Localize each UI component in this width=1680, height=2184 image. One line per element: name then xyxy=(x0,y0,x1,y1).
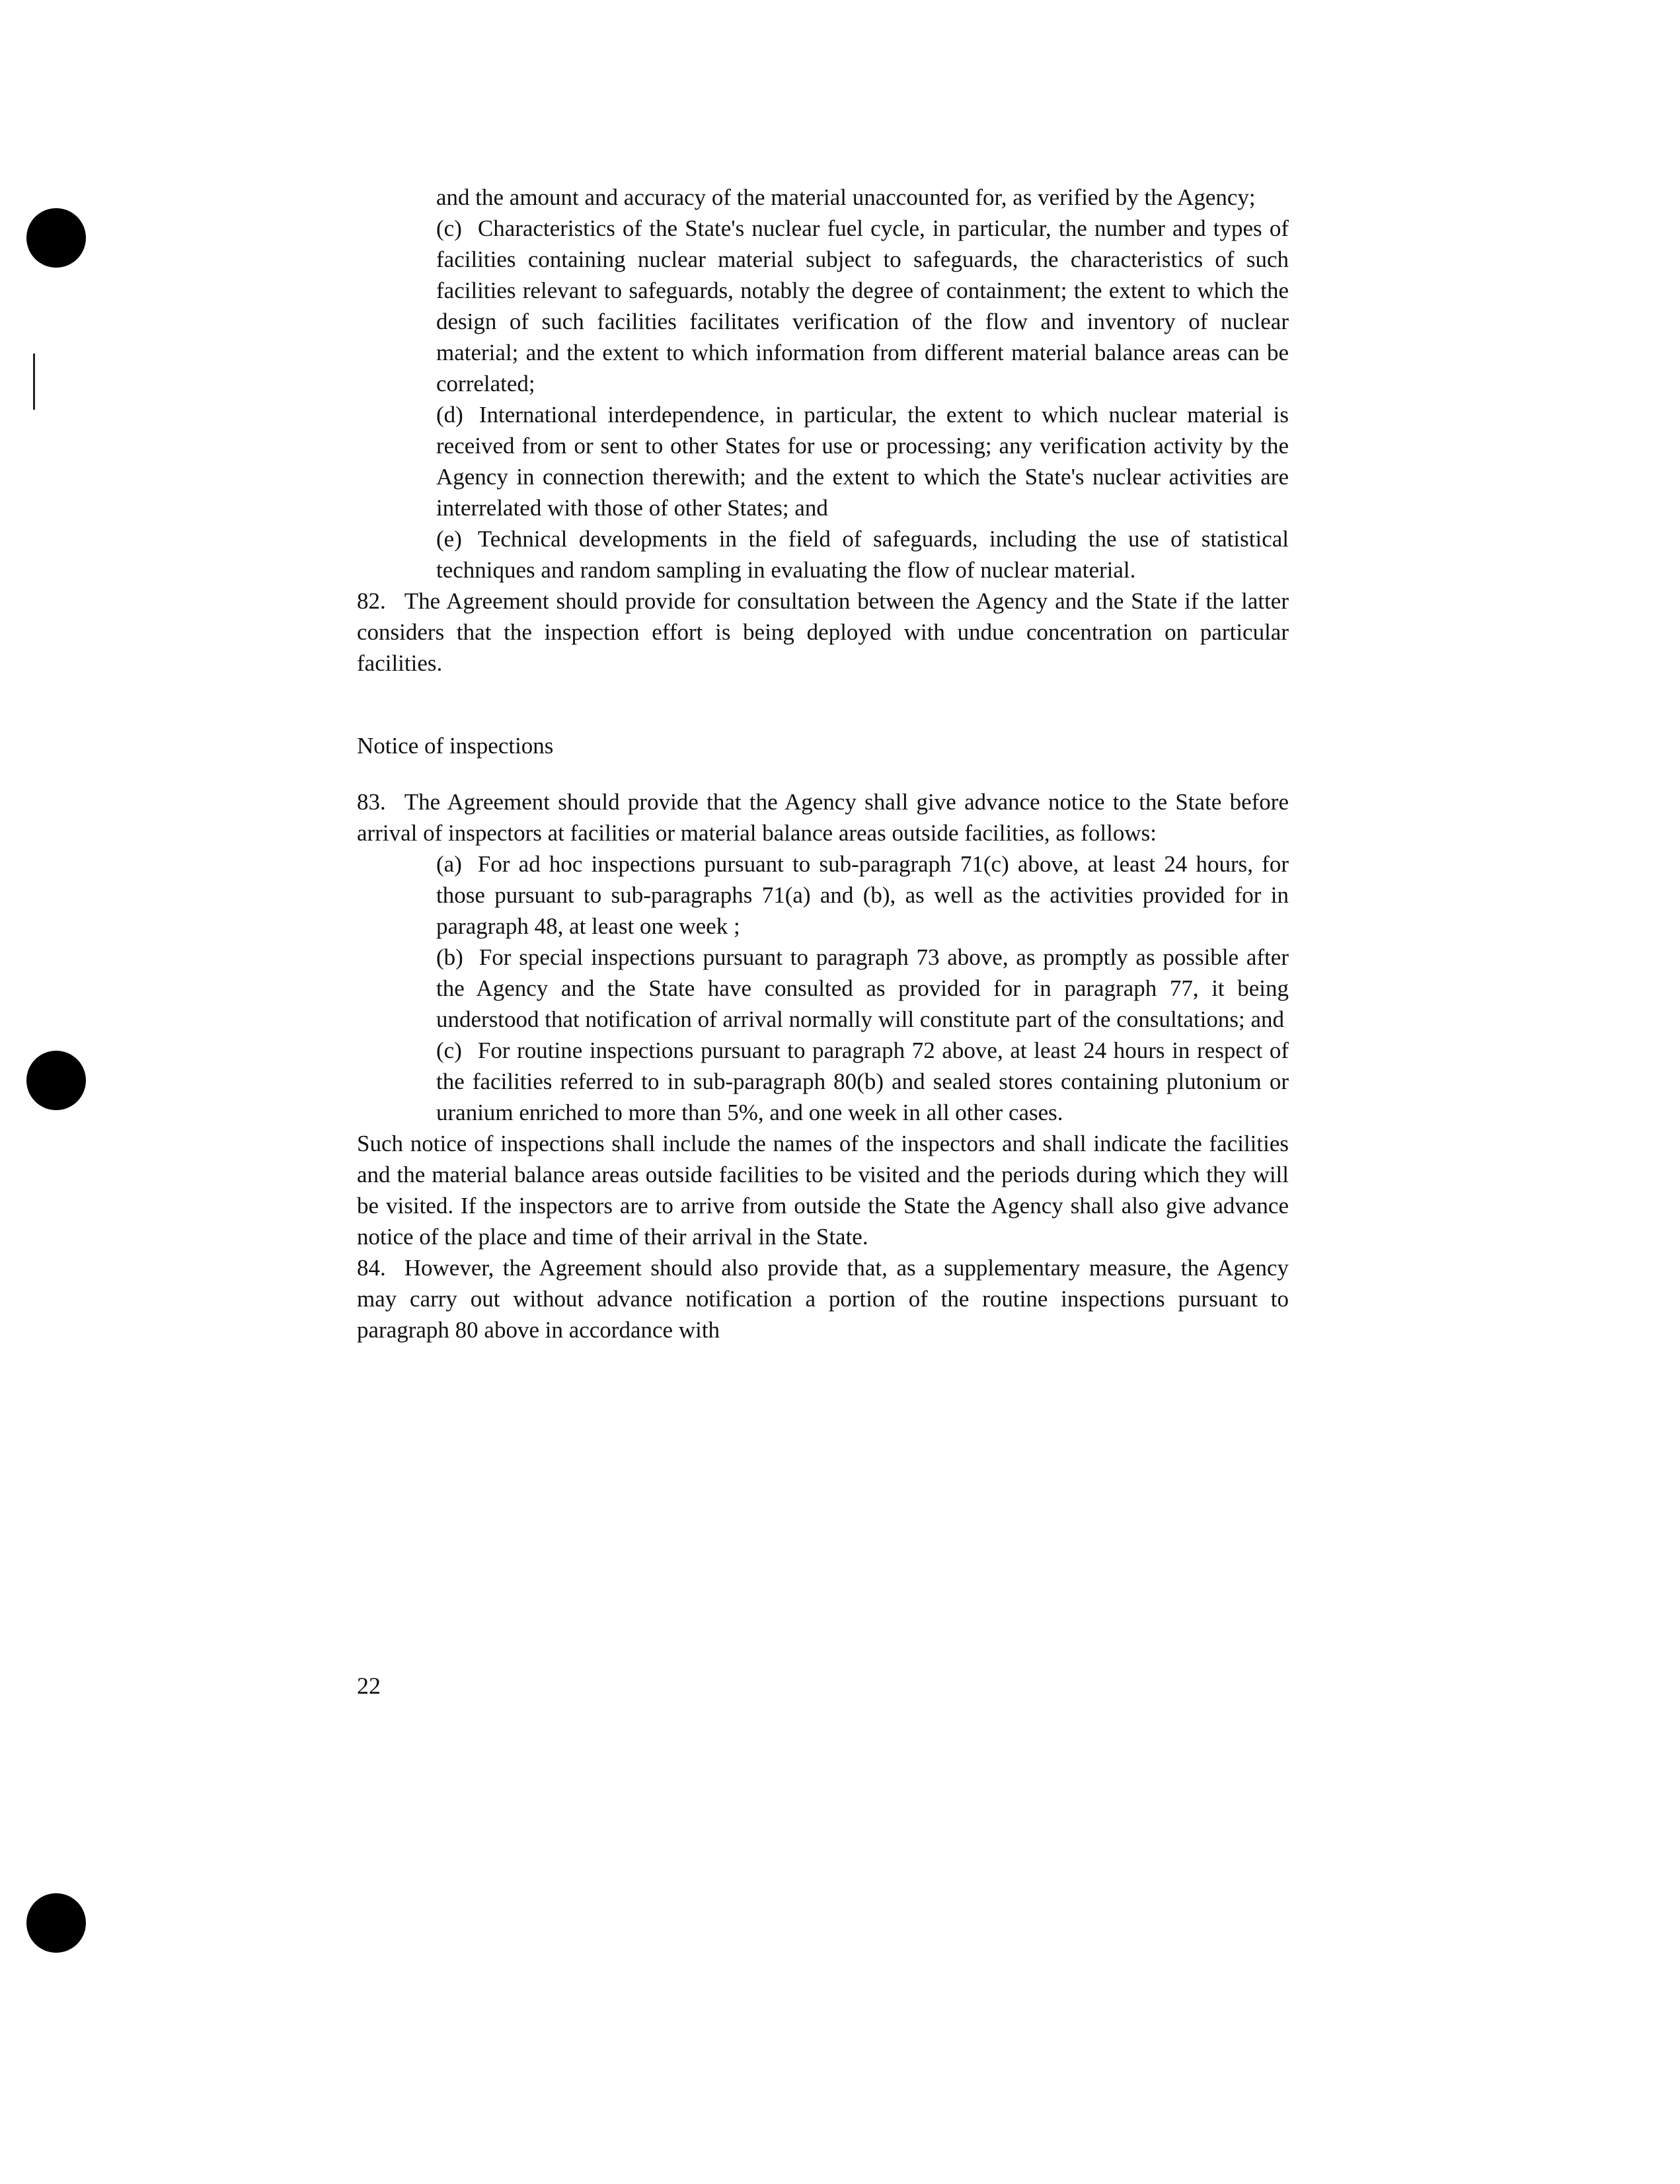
list-text-83a: For ad hoc inspections pursuant to sub-paragraph 71(c) above, at least 24 hours, for those pursuant to sub-paragraphs 71(a) and (b), as well as the activities provided for in paragraph 48, at least one week ; xyxy=(436,851,1289,939)
list-item-83a xyxy=(357,848,1289,942)
list-label-d: (d) xyxy=(436,402,463,428)
list-label-83c: (c) xyxy=(436,1037,462,1063)
list-text-d: International interdependence, in particular, the extent to which nuclear material is received from or sent to other States for use or processing; any verification activity by the Agency in connection therewith; and the extent to which the State's nuclear activities are interrelated with those of other States; and xyxy=(436,402,1289,521)
list-text-83b: For special inspections pursuant to paragraph 73 above, as promptly as possible after the Agency and the State have consulted as provided for in paragraph 77, it being understood that notification of arrival normally will constitute part of the consultations; and xyxy=(436,944,1289,1032)
page-number: 22 xyxy=(357,1673,381,1699)
paragraph-text-83: The Agreement should provide that the Agency shall give advance notice to the State before arrival of inspectors at facilities or material balance areas outside facilities, as follows: xyxy=(357,789,1289,846)
list-label-83b: (b) xyxy=(436,944,463,970)
list-item-83b xyxy=(357,942,1289,1035)
paragraph-text-82: The Agreement should provide for consultation between the Agency and the State if the latter considers that the inspection effort is being deployed with undue concentration on particular facilities. xyxy=(357,588,1289,676)
punch-hole-bottom xyxy=(26,1893,86,1953)
punch-hole-middle xyxy=(26,1051,86,1110)
document-body xyxy=(357,182,1289,1345)
scan-margin-line xyxy=(33,354,35,410)
list-item-c xyxy=(357,213,1289,399)
paragraph-83 xyxy=(357,786,1289,848)
list-item-e xyxy=(357,523,1289,585)
section-heading: Notice of inspections xyxy=(357,733,554,759)
paragraph-82 xyxy=(357,585,1289,679)
list-item-83c xyxy=(357,1035,1289,1128)
list-label-83a: (a) xyxy=(436,851,462,877)
list-text-c: Characteristics of the State's nuclear fuel cycle, in particular, the number and types of facilities containing nuclear material subject to safeguards, the characteristics of such facilities relevant to safeguards, notably the degree of containment; the extent to which the design of such facilities facilitates verification of the flow and inventory of nuclear material; and the extent to which information from different material balance areas can be correlated; xyxy=(436,215,1289,396)
list-label-e: (e) xyxy=(436,526,462,552)
list-item-d xyxy=(357,399,1289,523)
paragraph-text-84: However, the Agreement should also provide that, as a supplementary measure, the Agency may carry out without advance notification a portion of the routine inspections pursuant to paragraph 80 above in accordance with xyxy=(357,1255,1289,1343)
list-text-83c: For routine inspections pursuant to paragraph 72 above, at least 24 hours in respect of the facilities referred to in sub-paragraph 80(b) and sealed stores containing plutonium or uranium enriched to more than 5%, and one week in all other cases. xyxy=(436,1037,1289,1125)
paragraph-84 xyxy=(357,1252,1289,1345)
paragraph-number-84: 84. xyxy=(357,1255,386,1281)
continuation-line: and the amount and accuracy of the material unaccounted for, as verified by the Agency; xyxy=(436,184,1256,210)
paragraph-83-continuation: Such notice of inspections shall include the names of the inspectors and shall indicate the facilities and the material balance areas outside facilities to be visited and the periods during which they will be visited. If the inspectors are to arrive from outside the State the Agency shall also give advance notice of the place and time of their arrival in the State. xyxy=(357,1131,1289,1250)
paragraph-number-83: 83. xyxy=(357,789,386,815)
list-label-c: (c) xyxy=(436,215,462,241)
list-text-e: Technical developments in the field of safeguards, including the use of statistical techniques and random sampling in evaluating the flow of nuclear material. xyxy=(436,526,1289,583)
paragraph-number-82: 82. xyxy=(357,588,386,614)
punch-hole-top xyxy=(26,208,86,268)
